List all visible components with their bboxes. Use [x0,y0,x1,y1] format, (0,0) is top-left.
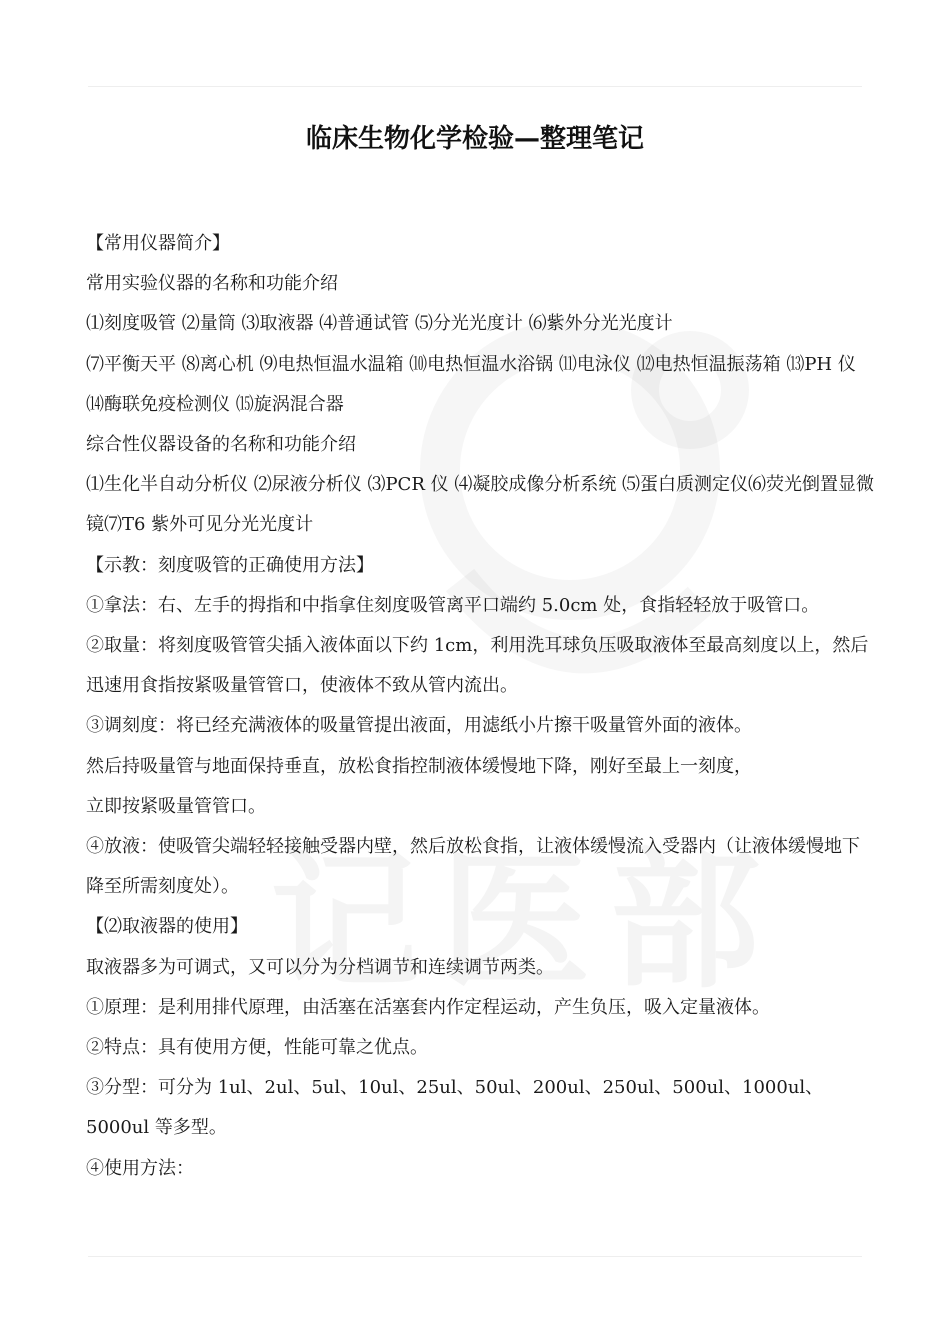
page-title: 临床生物化学检验—整理笔记 [305,124,644,154]
paragraph: ①拿法：右、左手的拇指和中指拿住刻度吸管离平口端约 5.0cm 处，食指轻轻放于吸管口。 [86,594,820,616]
paragraph: 常用实验仪器的名称和功能介绍 [86,273,338,295]
notes-body [86,224,876,1189]
paragraph: ②取量：将刻度吸管管尖插入液体面以下约 1cm，利用洗耳球负压吸取液体至最高刻度以上，然后迅速用食指按紧吸量管管口，使液体不致从管内流出。 [86,635,869,697]
section-heading: 【⑵取液器的使用】 [86,916,248,938]
paragraph: ⑴刻度吸管 ⑵量筒 ⑶取液器 ⑷普通试管 ⑸分光光度计 ⑹紫外分光光度计 [86,313,673,335]
paragraph: 立即按紧吸量管管口。 [86,795,266,817]
section-heading: 【示教：刻度吸管的正确使用方法】 [86,554,374,576]
paragraph: ④使用方法： [86,1157,194,1179]
paragraph: ④放液：使吸管尖端轻轻接触受器内壁，然后放松食指，让液体缓慢流入受器内（让液体缓慢地下降至所需刻度处）。 [86,836,860,898]
paragraph: ①原理：是利用排代原理，由活塞在活塞套内作定程运动，产生负压，吸入定量液体。 [86,996,770,1018]
footer-divider [88,1256,862,1257]
paragraph: 取液器多为可调式，又可以分为分档调节和连续调节两类。 [86,956,554,978]
paragraph: 然后持吸量管与地面保持垂直，放松食指控制液体缓慢地下降，刚好至最上一刻度， [86,755,752,777]
header-divider [88,86,862,87]
paragraph: ③调刻度：将已经充满液体的吸量管提出液面，用滤纸小片擦干吸量管外面的液体。 [86,715,752,737]
section-heading: 【常用仪器简介】 [86,233,230,254]
paragraph: ⑺平衡天平 ⑻离心机 ⑼电热恒温水温箱 ⑽电热恒温水浴锅 ⑾电泳仪 ⑿电热恒温振荡箱 ⒀PH 仪 ⒁酶联免疫检测仪 ⒂旋涡混合器 [86,353,856,415]
paragraph: ②特点：具有使用方便，性能可靠之优点。 [86,1037,428,1059]
paragraph: 综合性仪器设备的名称和功能介绍 [86,434,356,456]
paragraph: ⑴生化半自动分析仪 ⑵尿液分析仪 ⑶PCR 仪 ⑷凝胶成像分析系统 ⑸蛋白质测定仪⑹荧光倒置显微镜⑺T6 紫外可见分光光度计 [86,474,875,536]
paragraph: ③分型：可分为 1ul、2ul、5ul、10ul、25ul、50ul、200ul、250ul、500ul、1000ul、5000ul 等多型。 [86,1077,824,1139]
